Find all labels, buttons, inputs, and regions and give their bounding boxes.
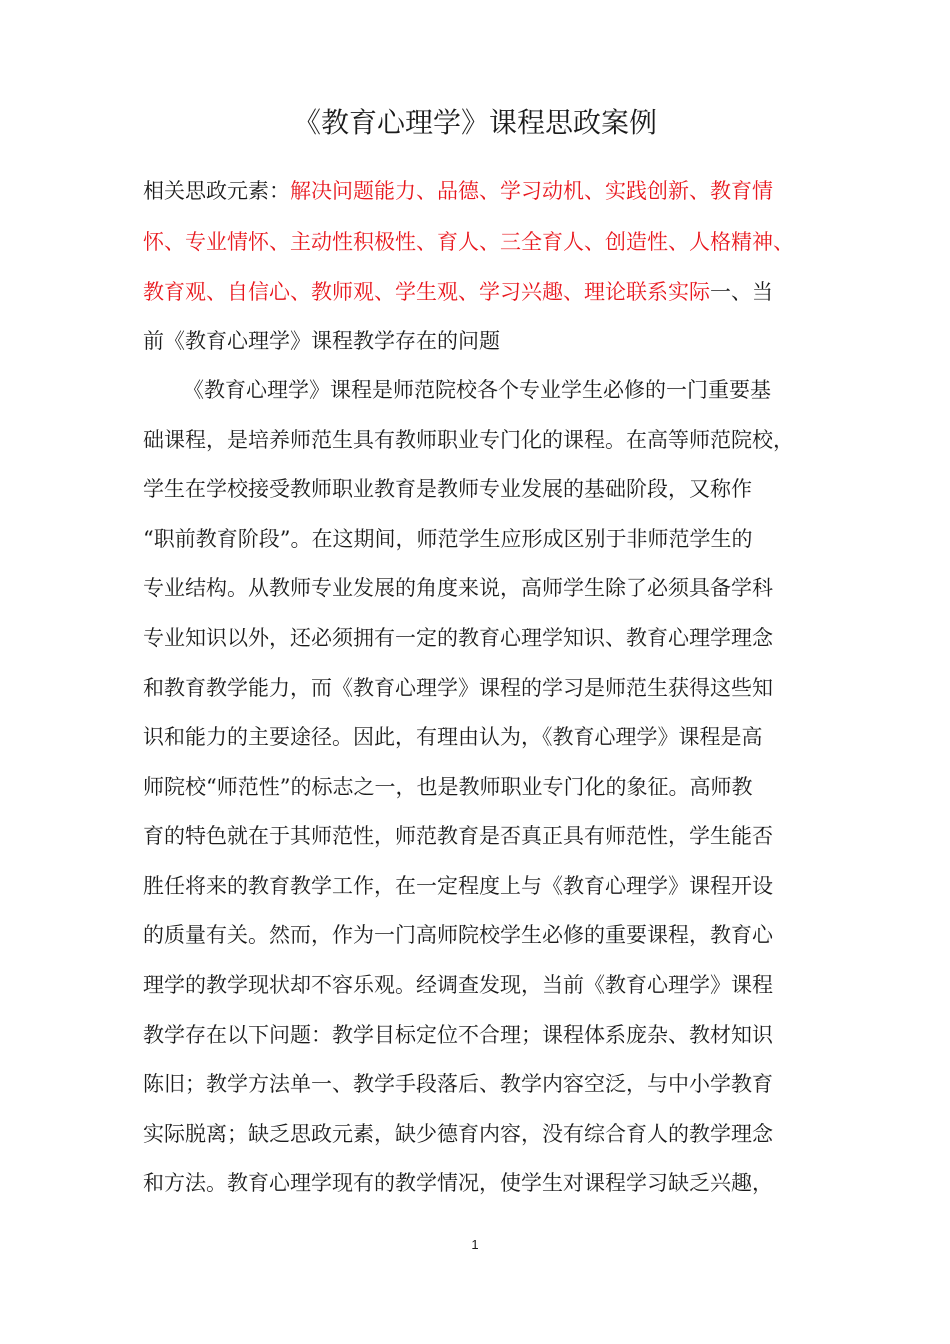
section-heading-start: 一、当 bbox=[710, 280, 773, 304]
body-line-5: 专业结构。从教师专业发展的角度来说，高师学生除了必须具备学科 bbox=[143, 576, 773, 600]
elements-keywords-1: 解决问题能力、品德、学习动机、实践创新、教育情 bbox=[290, 179, 773, 203]
body-line-7: 和教育教学能力，而《教育心理学》课程的学习是师范生获得这些知 bbox=[143, 676, 773, 700]
document-title: 《教育心理学》课程思政案例 bbox=[292, 106, 657, 139]
body-line-8: 识和能力的主要途径。因此，有理由认为，《教育心理学》课程是高 bbox=[143, 725, 763, 749]
elements-line-3 bbox=[143, 278, 823, 306]
body-line-10: 育的特色就在于其师范性，师范教育是否真正具有师范性，学生能否 bbox=[143, 824, 773, 848]
body-line-6: 专业知识以外，还必须拥有一定的教育心理学知识、教育心理学理念 bbox=[143, 626, 773, 650]
body-line-16: 实际脱离；缺乏思政元素，缺少德育内容，没有综合育人的教学理念 bbox=[143, 1122, 773, 1146]
body-line-4: “职前教育阶段”。在这期间，师范学生应形成区别于非师范学生的 bbox=[143, 527, 753, 551]
body-line-14: 教学存在以下问题：教学目标定位不合理；课程体系庞杂、教材知识 bbox=[143, 1023, 773, 1047]
body-line-15: 陈旧；教学方法单一、教学手段落后、教学内容空泛，与中小学教育 bbox=[143, 1072, 773, 1096]
elements-keywords-3: 教育观、自信心、教师观、学生观、学习兴趣、理论联系实际 bbox=[143, 280, 710, 304]
body-line-3: 学生在学校接受教师职业教育是教师专业发展的基础阶段，又称作 bbox=[143, 477, 752, 501]
body-line-9: 师院校“师范性”的标志之一，也是教师职业专门化的象征。高师教 bbox=[143, 775, 753, 799]
body-line-11: 胜任将来的教育教学工作，在一定程度上与《教育心理学》课程开设 bbox=[143, 874, 773, 898]
elements-label: 相关思政元素： bbox=[143, 179, 290, 203]
body-line-2: 础课程，是培养师范生具有教师职业专门化的课程。在高等师范院校， bbox=[143, 428, 794, 452]
body-line-12: 的质量有关。然而，作为一门高师院校学生必修的重要课程，教育心 bbox=[143, 923, 773, 947]
elements-line-1 bbox=[143, 177, 823, 205]
section-heading: 前《教育心理学》课程教学存在的问题 bbox=[143, 329, 500, 353]
page-number: 1 bbox=[471, 1237, 479, 1252]
body-line-17: 和方法。教育心理学现有的教学情况，使学生对课程学习缺乏兴趣， bbox=[143, 1171, 773, 1195]
elements-keywords-2: 怀、专业情怀、主动性积极性、育人、三全育人、创造性、人格精神、 bbox=[143, 230, 794, 254]
body-line-13: 理学的教学现状却不容乐观。经调查发现，当前《教育心理学》课程 bbox=[143, 973, 773, 997]
body-line-1: 《教育心理学》课程是师范院校各个专业学生必修的一门重要基 bbox=[183, 378, 771, 402]
